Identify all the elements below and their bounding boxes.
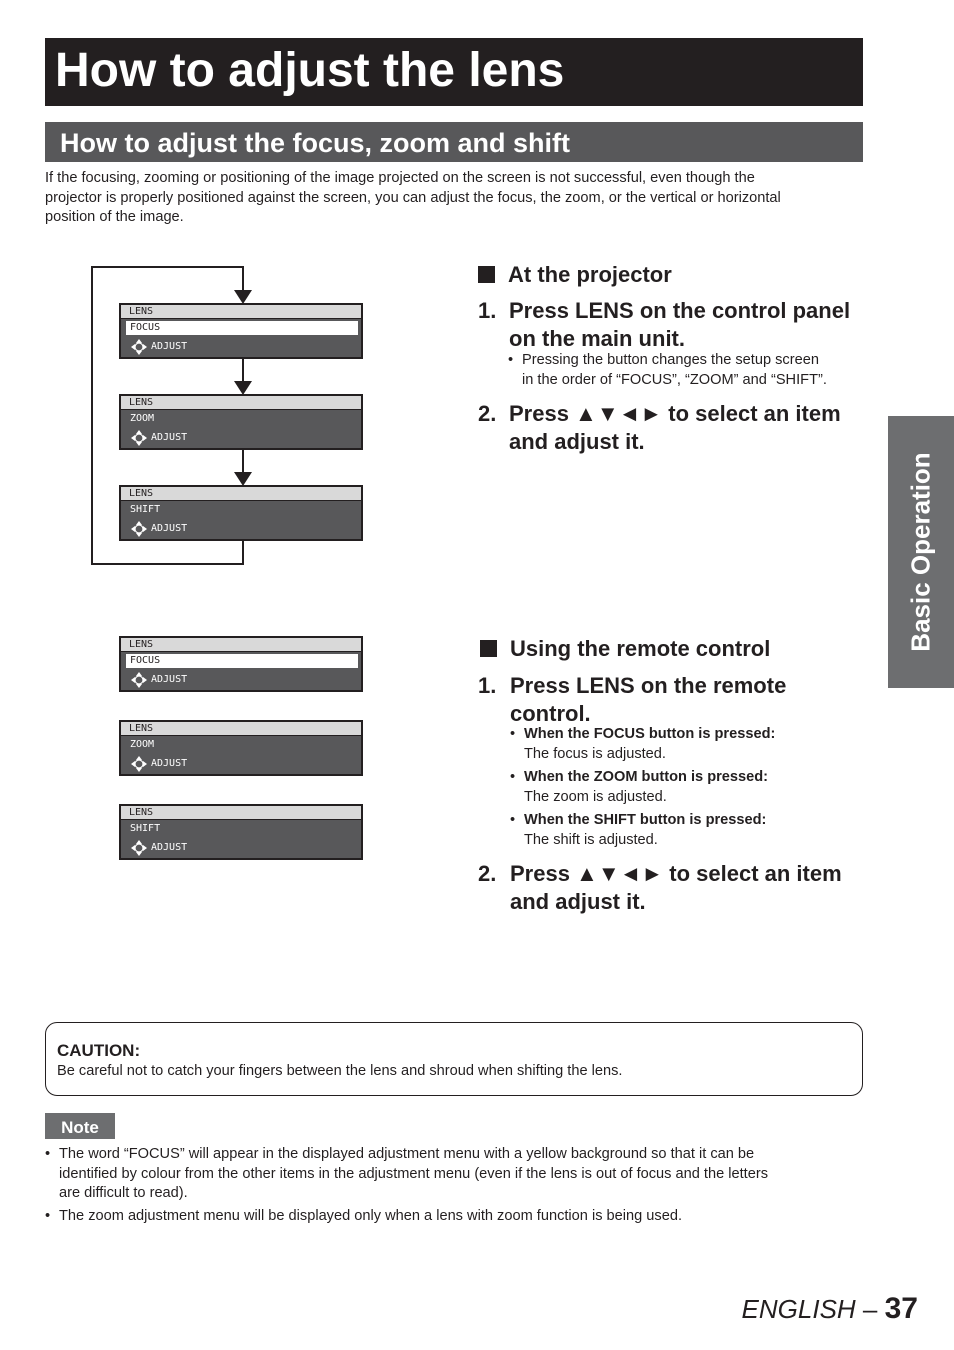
flow-line <box>91 266 93 565</box>
menu-adjust-label: ADJUST <box>151 674 188 685</box>
bullet-label: When the SHIFT button is pressed: <box>524 812 767 828</box>
flow-line <box>242 450 244 473</box>
page-footer <box>742 1292 918 1326</box>
focus-menu-screen <box>119 303 363 359</box>
menu-header: LENS <box>121 487 361 501</box>
menu-adjust <box>131 839 187 857</box>
menu-item-zoom: ZOOM <box>130 739 155 750</box>
menu-adjust-label: ADJUST <box>151 842 188 853</box>
zoom-menu-screen <box>119 720 363 776</box>
step-line: Press LENS on the remote <box>510 673 787 698</box>
step-number: 1. <box>478 298 497 323</box>
caution-box <box>45 1022 863 1096</box>
menu-adjust-label: ADJUST <box>151 432 188 443</box>
step-line: and adjust it. <box>510 889 646 914</box>
menu-header: LENS <box>121 722 361 736</box>
caution-title: CAUTION: <box>57 1041 141 1060</box>
intro-paragraph <box>45 169 865 228</box>
bullet-text: The shift is adjusted. <box>524 831 658 848</box>
direction-pad-icon <box>131 521 147 537</box>
menu-adjust <box>131 520 187 538</box>
step-number: 2. <box>478 861 497 886</box>
remote-heading-text: Using the remote control <box>510 636 771 661</box>
note-line: identified by colour from the other items in the adjustment menu (even if the lens is out of focus and the letters <box>59 1165 768 1182</box>
menu-item-zoom: ZOOM <box>130 413 155 424</box>
menu-adjust-label: ADJUST <box>151 523 188 534</box>
bullet-text: The focus is adjusted. <box>524 745 666 762</box>
menu-adjust <box>131 671 187 689</box>
remote-step-2 <box>478 860 878 916</box>
menu-header: LENS <box>121 806 361 820</box>
footer-separator: – <box>855 1294 885 1324</box>
note-line: Pressing the button changes the setup screen <box>522 352 819 368</box>
step-text <box>509 297 850 353</box>
step-text <box>510 672 786 728</box>
projector-heading <box>478 262 672 288</box>
direction-pad-icon <box>131 756 147 772</box>
step-line: and adjust it. <box>509 429 645 454</box>
remote-step-1 <box>478 672 878 728</box>
section-title: How to adjust the focus, zoom and shift <box>45 122 863 162</box>
menu-adjust <box>131 429 187 447</box>
remote-bullet: • When the SHIFT button is pressed: The shift is adjusted. <box>510 811 870 851</box>
direction-pad-icon <box>131 339 147 355</box>
intro-line: projector is properly positioned against the screen, you can adjust the focus, the zoom, or the vertical or horizontal <box>45 189 781 206</box>
direction-pad-icon <box>131 840 147 856</box>
shift-menu-screen <box>119 485 363 541</box>
step-line: Press ▲▼◄► to select an item <box>509 401 841 426</box>
step-line: Press LENS on the control panel <box>509 298 851 323</box>
remote-bullet: • When the FOCUS button is pressed: The focus is adjusted. <box>510 725 870 765</box>
flow-line <box>91 266 244 268</box>
side-tab-label: Basic Operation <box>905 452 936 652</box>
step-line: Press ▲▼◄► to select an item <box>510 861 842 886</box>
square-bullet-icon <box>478 266 495 283</box>
step-line: on the main unit. <box>509 326 685 351</box>
direction-pad-icon <box>131 430 147 446</box>
note-line: in the order of “FOCUS”, “ZOOM” and “SHIFT”. <box>522 371 827 388</box>
caution-text: Be careful not to catch your fingers between the lens and shroud when shifting the lens. <box>57 1063 623 1079</box>
menu-adjust <box>131 755 187 773</box>
step-line: control. <box>510 701 591 726</box>
direction-pad-icon <box>131 672 147 688</box>
menu-adjust-label: ADJUST <box>151 341 188 352</box>
step-text <box>509 400 841 456</box>
shift-menu-screen <box>119 804 363 860</box>
intro-line: position of the image. <box>45 209 184 225</box>
menu-item-focus: FOCUS <box>126 321 358 335</box>
arrow-down-icon <box>234 381 252 395</box>
menu-adjust-label: ADJUST <box>151 758 188 769</box>
flow-line <box>242 266 244 291</box>
bullet-label: When the ZOOM button is pressed: <box>524 769 769 785</box>
note-line: The zoom adjustment menu will be displayed only when a lens with zoom function is being used. <box>59 1208 683 1224</box>
note-label: Note <box>45 1113 115 1139</box>
menu-item-shift: SHIFT <box>130 504 161 515</box>
step-number: 2. <box>478 401 497 426</box>
remote-heading <box>480 636 770 662</box>
footer-language: ENGLISH <box>741 1294 856 1324</box>
step-number: 1. <box>478 673 497 698</box>
flow-line <box>91 563 244 565</box>
note-line: The word “FOCUS” will appear in the displayed adjustment menu with a yellow background so that it can be <box>59 1146 755 1162</box>
projector-step-1 <box>478 297 878 353</box>
projector-step-1-note: • Pressing the button changes the setup screen in the order of “FOCUS”, “ZOOM” and “SHIFT”. <box>508 351 868 391</box>
side-tab <box>888 416 954 688</box>
menu-item-focus: FOCUS <box>126 654 358 668</box>
arrow-down-icon <box>234 290 252 304</box>
zoom-menu-screen <box>119 394 363 450</box>
arrow-down-icon <box>234 472 252 486</box>
page-number: 37 <box>884 1292 918 1325</box>
bullet-label: When the FOCUS button is pressed: <box>524 726 776 742</box>
menu-header: LENS <box>121 396 361 410</box>
intro-line: If the focusing, zooming or positioning of the image projected on the screen is not successful, even though the <box>45 170 755 186</box>
menu-item-shift: SHIFT <box>130 823 161 834</box>
flow-line <box>242 541 244 564</box>
bullet-text: The zoom is adjusted. <box>524 788 667 805</box>
page-title: How to adjust the lens <box>45 38 863 106</box>
projector-step-2 <box>478 400 878 456</box>
menu-header: LENS <box>121 305 361 319</box>
step-text <box>510 860 842 916</box>
focus-menu-screen <box>119 636 363 692</box>
remote-bullet: • When the ZOOM button is pressed: The zoom is adjusted. <box>510 768 870 808</box>
menu-adjust <box>131 338 187 356</box>
square-bullet-icon <box>480 640 497 657</box>
flow-line <box>242 359 244 382</box>
menu-header: LENS <box>121 638 361 652</box>
projector-heading-text: At the projector <box>508 262 672 287</box>
note-line: are difficult to read). <box>59 1185 188 1201</box>
